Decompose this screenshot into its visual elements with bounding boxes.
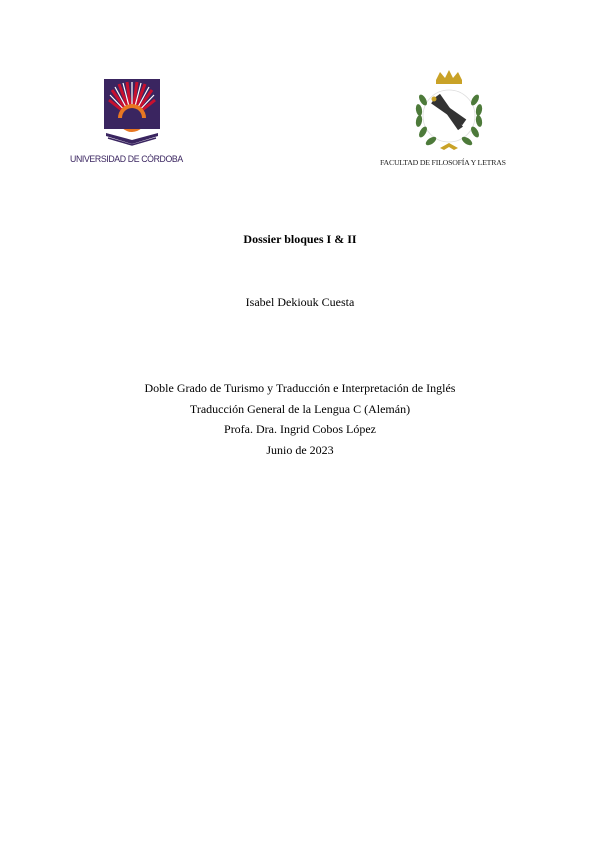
- document-info-block: [0, 378, 600, 460]
- university-logo: [70, 78, 194, 172]
- course-line: Traducción General de la Lengua C (Alemán): [189, 401, 411, 416]
- degree-line: Doble Grado de Turismo y Traducción e Interpretación de Inglés: [144, 381, 456, 395]
- faculty-logo: [380, 70, 530, 170]
- author-name: Isabel Dekiouk Cuesta: [245, 295, 355, 309]
- professor-line: Profa. Dra. Ingrid Cobos López: [224, 422, 376, 436]
- faculty-emblem-icon: [410, 70, 488, 156]
- faculty-caption: FACULTAD DE FILOSOFÍA Y LETRAS: [380, 158, 506, 167]
- date-line: Junio de 2023: [266, 442, 334, 457]
- document-title: Dossier bloques I & II: [243, 232, 357, 246]
- university-emblem-icon: [103, 78, 161, 148]
- university-caption: UNIVERSIDAD DE CÓRDOBA: [70, 154, 183, 165]
